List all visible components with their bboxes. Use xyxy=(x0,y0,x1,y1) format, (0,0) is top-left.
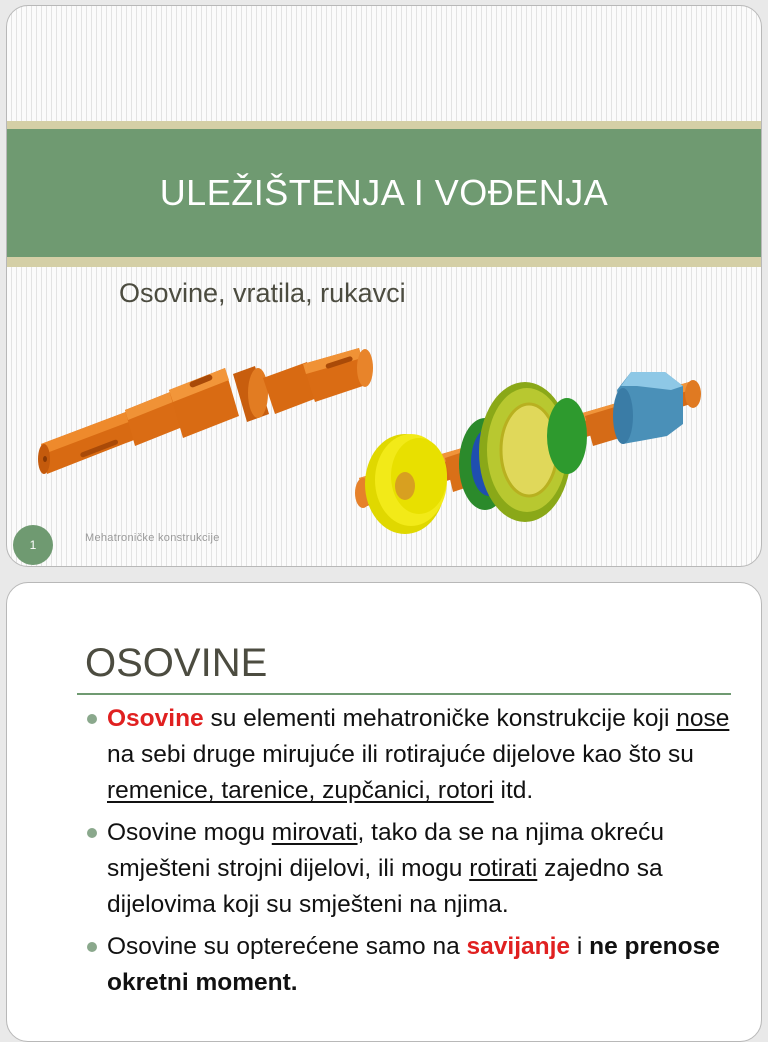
gear-shaft-assembly-illustration xyxy=(355,372,701,534)
slide-title: ULEŽIŠTENJA I VOĐENJA xyxy=(159,172,609,213)
term-examples: remenice, tarenice, zupčanici, rotori xyxy=(107,777,494,804)
slide-footer: Mehatroničke konstrukcije xyxy=(85,532,220,544)
bullet-text: , tako da se na njima okreću smješteni strojni dijelovi, ili mogu xyxy=(107,819,664,882)
title-slide xyxy=(6,5,762,567)
bullet-item xyxy=(85,815,735,923)
term-osovine: Osovine xyxy=(107,705,204,732)
bullet-text: zajedno sa dijelovima koji su smješteni na njima. xyxy=(107,855,663,918)
content-slide xyxy=(6,582,762,1042)
heading-rule xyxy=(77,693,731,695)
bullet-text: itd. xyxy=(493,777,534,804)
orange-shaft-illustration xyxy=(38,348,373,474)
shaft-illustrations xyxy=(7,6,762,567)
term-no-torque: ne prenose okretni moment. xyxy=(107,933,720,996)
bullet-list xyxy=(85,701,735,1007)
bullet-text: na sebi druge mirujuće ili rotirajuće dijelove kao što su xyxy=(107,741,694,768)
bullet-text: Osovine mogu xyxy=(107,819,272,846)
bullet-item xyxy=(85,929,735,1001)
term-mirovati: mirovati xyxy=(271,819,358,846)
bullet-text: Osovine su opterećene samo na xyxy=(107,933,467,960)
term-nose: nose xyxy=(676,705,730,732)
term-savijanje: savijanje xyxy=(466,933,571,960)
bullet-item xyxy=(85,701,735,809)
bullet-text: su elementi mehatroničke konstrukcije koji xyxy=(203,705,677,732)
slide-number-badge: 1 xyxy=(13,525,53,565)
term-rotirati: rotirati xyxy=(469,855,538,882)
slide-heading: OSOVINE xyxy=(85,641,268,685)
slide-subtitle: Osovine, vratila, rukavci xyxy=(119,278,406,308)
bullet-text: i xyxy=(570,933,590,960)
